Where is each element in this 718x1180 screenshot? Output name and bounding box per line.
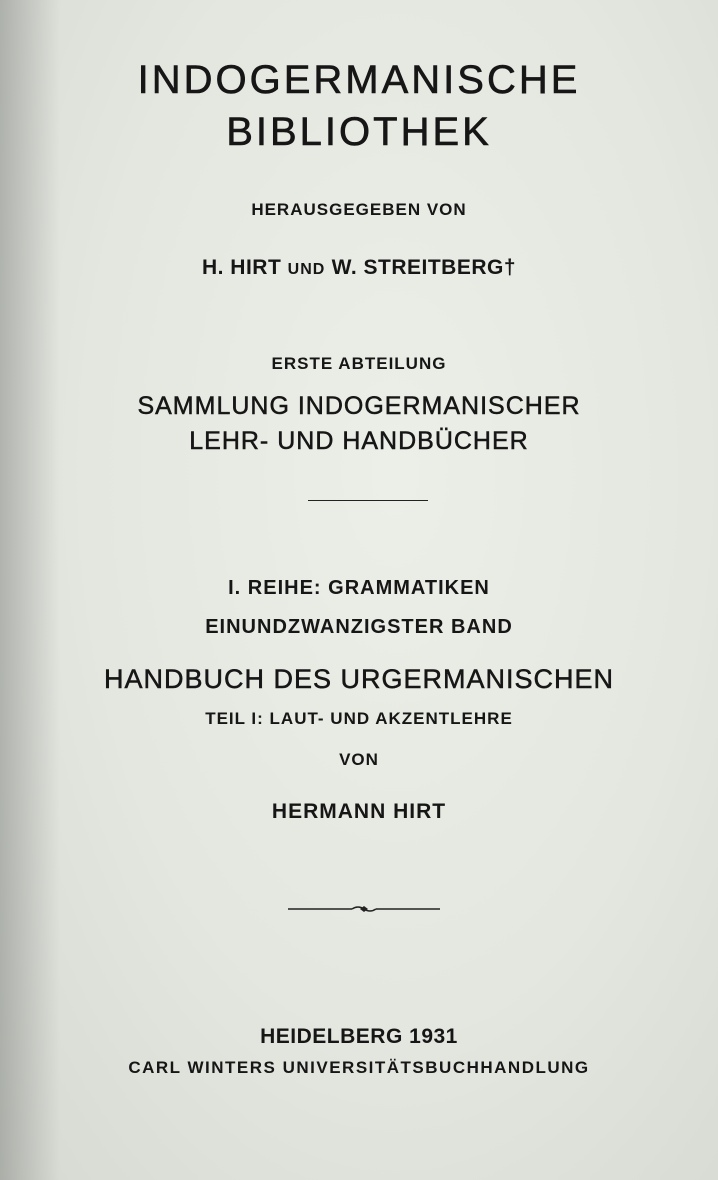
- series-row: I. REIHE: GRAMMATIKEN: [228, 577, 490, 599]
- collection-title-line-1: SAMMLUNG INDOGERMANISCHER: [137, 392, 581, 420]
- by-label: VON: [339, 750, 379, 769]
- book-title: HANDBUCH DES URGERMANISCHEN: [103, 664, 615, 694]
- place-and-year: HEIDELBERG 1931: [260, 1025, 458, 1048]
- divider-rule: [308, 500, 428, 501]
- series-title-line-2: BIBLIOTHEK: [226, 110, 492, 154]
- series-title-line-1: INDOGERMANISCHE: [137, 58, 581, 102]
- author-name: HERMANN HIRT: [271, 800, 447, 823]
- and-connector: UND: [287, 261, 326, 278]
- publisher: CARL WINTERS UNIVERSITÄTSBUCHHANDLUNG: [128, 1058, 590, 1077]
- volume-label: EINUNDZWANZIGSTER BAND: [205, 616, 513, 638]
- editor-1: H. HIRT: [201, 256, 282, 279]
- collection-title-line-2: LEHR- UND HANDBÜCHER: [189, 427, 529, 455]
- editors-line: [0, 256, 718, 280]
- editor-2: W. STREITBERG†: [331, 256, 517, 279]
- part-label: TEIL I: LAUT- UND AKZENTLEHRE: [205, 709, 513, 728]
- edited-by-label: HERAUSGEGEBEN VON: [251, 200, 467, 219]
- division-label: ERSTE ABTEILUNG: [271, 354, 447, 373]
- ornament-rule: [288, 902, 440, 916]
